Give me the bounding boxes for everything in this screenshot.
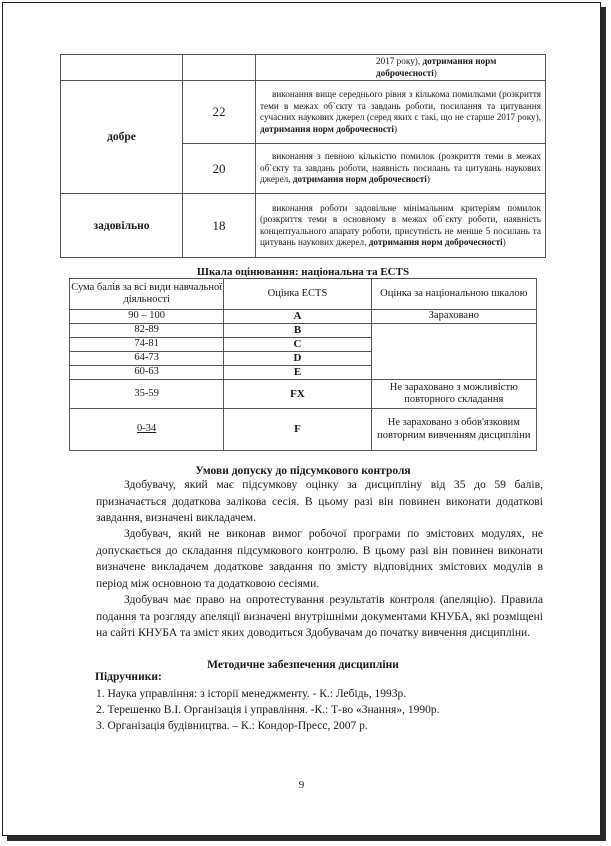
- ects-cell: C: [224, 338, 371, 352]
- points-value: 22: [183, 81, 256, 144]
- header-national: Оцінка за національною шкалою: [371, 279, 536, 310]
- national-cell: Не зараховано з обов'язковим повторним вивченням дисципліни: [371, 409, 536, 451]
- document-page: [2, 2, 601, 836]
- criteria-description: виконання вище середнього рівня з кількома помилками (розкриття теми в межах об`єкту та завдань роботи, посилання та цитування сучасних наукових джерел (серед яких є такі, що не старше 2017 року), дотримання норм доброчесності): [256, 81, 546, 144]
- sum-cell: 60-63: [70, 366, 224, 380]
- national-cell-empty: [371, 324, 536, 380]
- scale-title: Шкала оцінювання: національна та ECTS: [196, 266, 410, 278]
- methodology-heading: Методичне забезпечення дисципліни: [207, 659, 399, 671]
- sum-cell: 35-59: [70, 380, 224, 409]
- ects-cell: E: [224, 366, 371, 380]
- points-value: 20: [183, 144, 256, 194]
- admission-paragraph-3: Здобувач має право на опротестування результатів контроля (апеляцію). Правила подання та розгляду апеляції визначені внутрішніми документами КНУБА, які розміщені на сайті КНУБА та зміст яких доводиться Здобувачам до початку вивчення дисципліни.: [96, 593, 543, 639]
- ects-scale-table: [69, 278, 537, 451]
- criteria-description: виконання з певною кількістю помилок (розкриття теми в межах об`єкту та завдань роботи, наявність посилань та цитувань наукових джерел, дотримання норм доброчесності): [256, 144, 546, 194]
- national-cell: Не зараховано з можливістю повторного складання: [371, 380, 536, 409]
- points-value: 18: [183, 194, 256, 258]
- ects-cell: F: [224, 409, 371, 451]
- ects-cell: B: [224, 324, 371, 338]
- national-cell: Зараховано: [371, 310, 536, 324]
- textbooks-subheading: Підручники:: [95, 671, 162, 683]
- admission-paragraph-1: Здобувачу, який має підсумкову оцінку за дисципліну від 35 до 59 балів, призначається додаткова залікова сесія. В цьому разі він повинен виконати додаткові завдання, визначені викладачем.: [96, 478, 543, 524]
- sum-cell: 82-89: [70, 324, 224, 338]
- admission-heading: Умови допуску до підсумкового контроля: [195, 465, 411, 477]
- textbook-item: 3. Організація будівництва. – К.: Кондор-Пресс, 2007 р.: [96, 720, 368, 732]
- ects-cell: A: [224, 310, 371, 324]
- sum-cell: 64-73: [70, 352, 224, 366]
- header-sum: Сума балів за всі види навчальної діяльності: [70, 279, 224, 310]
- sum-cell: 90 – 100: [70, 310, 224, 324]
- sum-cell: 0-34: [70, 409, 224, 451]
- criteria-description: 2017 року), дотримання норм доброчесності): [256, 55, 546, 81]
- header-ects: Оцінка ECTS: [224, 279, 371, 310]
- grade-good: добре: [61, 81, 183, 194]
- page-number: 9: [298, 779, 305, 791]
- grade-satisfactory: задовільно: [61, 194, 183, 258]
- textbook-item: 2. Терешенко В.І. Організація і управління. -К.: Т-во «Знання», 1990р.: [96, 704, 440, 716]
- admission-paragraph-2: Здобувач, який не виконав вимог робочої програми по змістових модулях, не допускається до складання підсумкового контролю. В цьому разі він повинен виконати визначене викладачем додаткове завдання по змісту відповідних змістових модулів в період між основною та додатковою сесіями.: [96, 527, 543, 590]
- grading-criteria-table: [60, 54, 546, 258]
- ects-cell: FX: [224, 380, 371, 409]
- ects-cell: D: [224, 352, 371, 366]
- sum-cell: 74-81: [70, 338, 224, 352]
- criteria-description: виконання роботи задовільне мінімальним критеріям помилок (розкриття теми в основному в межах об`єкту роботи, наявність концептуального апарату роботи, присутність не менше 5 посилань та цитувань наукових джерел, дотримання норм доброчесності): [256, 194, 546, 258]
- textbook-item: 1. Наука управління: з історії менеджменту. - К.: Лебідь, 1993р.: [96, 688, 407, 700]
